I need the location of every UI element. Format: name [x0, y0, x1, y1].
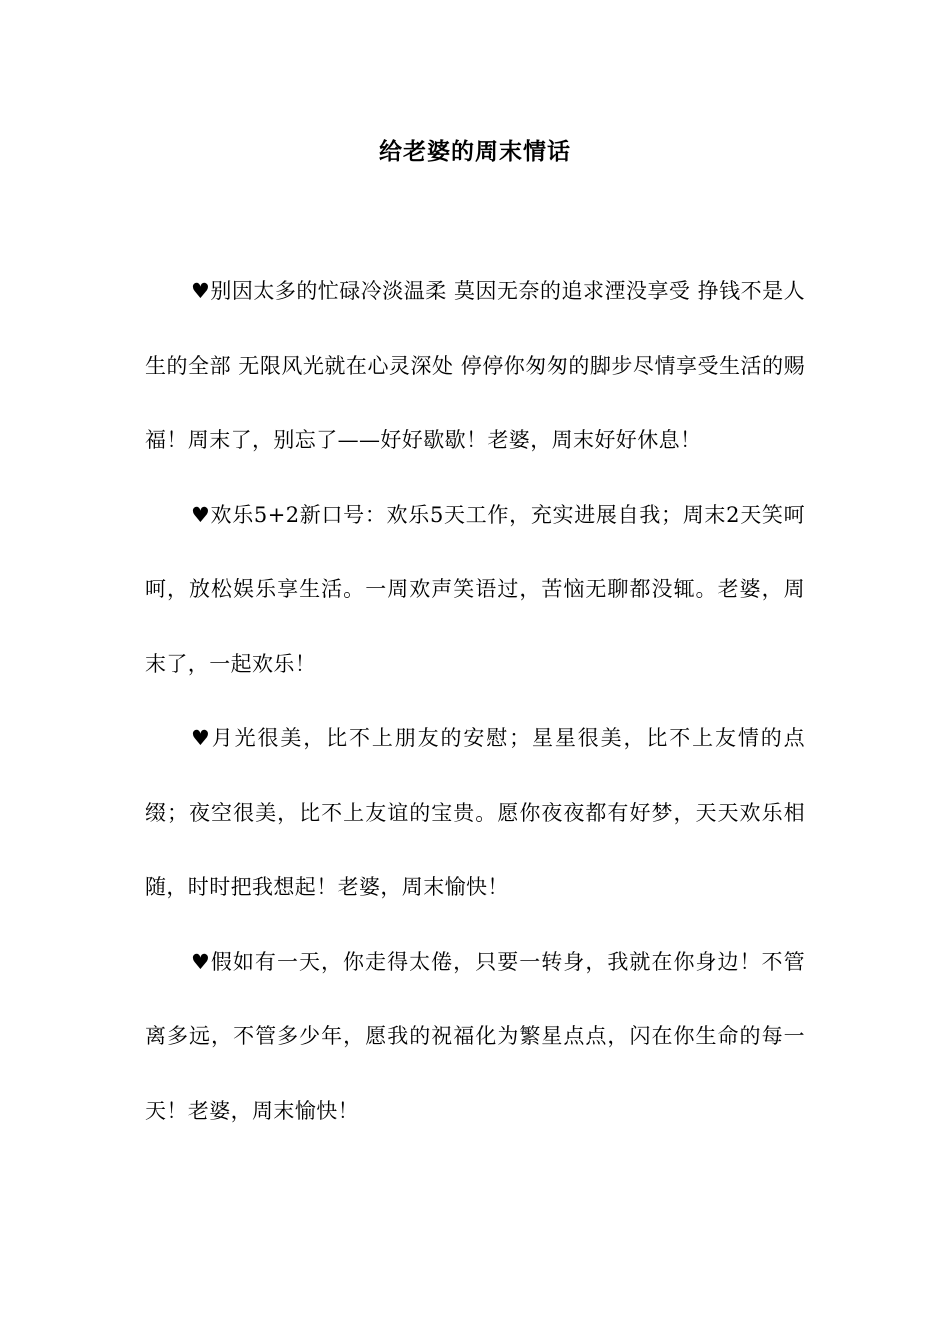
page-title: 给老婆的周末情话	[379, 138, 571, 165]
paragraph	[145, 701, 805, 925]
paragraph-text: 欢乐5+2新口号：欢乐5天工作，充实进展自我；周末2天笑呵呵，放松娱乐享生活。一周欢声笑语过，苦恼无聊都没辄。老婆，周末了，一起欢乐！	[145, 502, 805, 676]
paragraph-text: 月光很美，比不上朋友的安慰；星星很美，比不上友情的点缀；夜空很美，比不上友谊的宝贵。愿你夜夜都有好梦，天天欢乐相随，时时把我想起！老婆，周末愉快！	[145, 726, 805, 899]
paragraph-text: 别因太多的忙碌冷淡温柔 莫因无奈的追求湮没享受 挣钱不是人生的全部 无限风光就在心灵深处 停停你匆匆的脚步尽情享受生活的赐福！周末了，别忘了——好好歇歇！老婆，周末好好休息！	[145, 279, 805, 452]
paragraph-text: 假如有一天，你走得太倦，只要一转身，我就在你身边！不管离多远，不管多少年，愿我的祝福化为繁星点点，闪在你生命的每一天！老婆，周末愉快！	[145, 949, 805, 1123]
heart-icon: ♥	[191, 949, 211, 974]
paragraph	[145, 925, 805, 1149]
paragraph	[145, 478, 805, 702]
heart-icon: ♥	[191, 502, 211, 527]
document-body	[145, 254, 805, 1148]
paragraph	[145, 254, 805, 478]
heart-icon: ♥	[191, 279, 211, 303]
heart-icon: ♥	[191, 726, 212, 750]
